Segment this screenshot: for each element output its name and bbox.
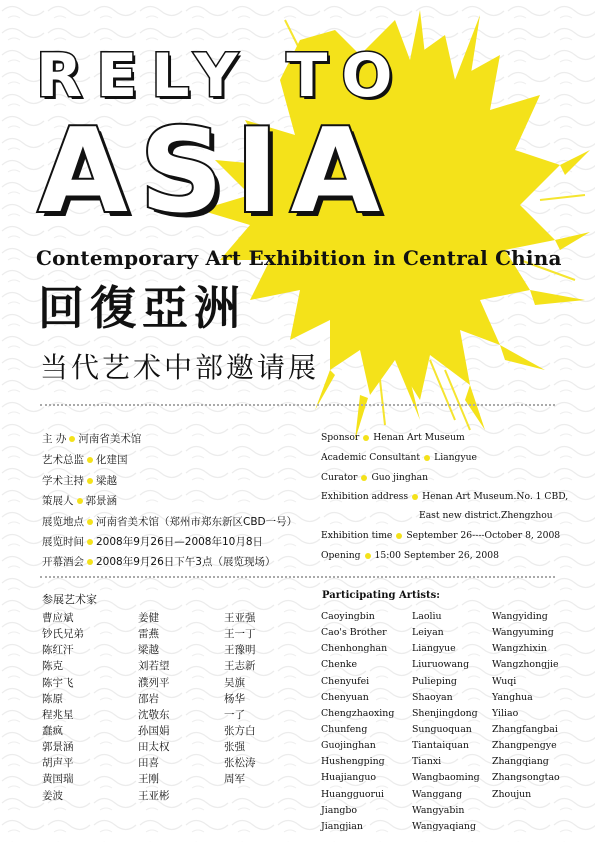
artist-name: Caoyingbin [321,611,375,622]
artist-name: Tianxi [412,756,442,768]
artist-name: 梁越 [138,644,159,657]
artist-name: Zhoujun [492,788,532,800]
artist-name: Zhangqiang [492,756,549,768]
artist-name: 曹应斌 [42,612,74,624]
artist-name: Zhangsongtao [492,772,560,784]
artist-name: Shaoyan [412,691,453,703]
artist-name: 王亚强 [224,612,256,624]
artists-heading-en: Participating Artists: [322,590,440,601]
artist-name: 张松涛 [224,757,256,770]
artist-name: Jiangbo [321,804,358,816]
artist-name: Wangyiding [492,611,548,622]
info-en-address: Exhibition address Henan Art Museum.No. 1 CBD, [321,491,569,502]
artist-name: Wangyaqiang [412,820,476,832]
artist-name: 王志新 [224,660,256,673]
artist-name: 陈克 [42,660,63,673]
title-chinese: 回復亞洲 [38,281,246,335]
artist-name: 王刚 [138,773,159,786]
info-cn-director: 艺术总监 化建国 [42,454,128,466]
artist-name: Wuqi [492,675,517,687]
artist-name: Leiyan [412,627,444,639]
artists-en-column-1 [321,609,394,835]
artist-name: 田太权 [138,741,170,754]
info-en-sponsor: Sponsor Henan Art Museum [321,432,465,443]
artist-name: 孙国娟 [138,724,170,737]
artist-name: 蠢疯 [42,724,63,737]
artist-name: 姜健 [138,612,159,624]
subtitle-chinese: 当代艺术中部邀请展 [40,351,320,384]
info-cn-curator: 策展人 郭景涵 [42,495,117,507]
artist-name: 刘若望 [138,660,170,673]
artist-name: Wangyabin [412,804,465,816]
artist-name: 陈宇飞 [42,676,74,689]
title-asia: ASIA [38,104,393,239]
artist-name: Wanggang [412,788,463,800]
artist-name: 周军 [224,773,245,786]
artist-name: Chenyufei [321,675,370,687]
info-cn-dates: 展览时间 2008年9月26日—2008年10月8日 [42,536,264,548]
artist-name: Huajianguo [321,772,377,784]
artist-name: 钞氏兄弟 [42,628,84,641]
artist-name: 张方白 [224,724,256,737]
artist-name: 胡声平 [42,757,74,770]
artist-name: 雷燕 [138,628,159,641]
artist-name: 郭景涵 [42,741,74,754]
artist-name: 杨华 [224,692,245,705]
info-en-address-line2: East new district.Zhengzhou [419,510,553,521]
artist-name: Zhangpengye [492,740,557,752]
artist-name: Tiantaiquan [412,740,469,752]
subtitle-english: Contemporary Art Exhibition in Central China [36,246,562,270]
artist-name: Chengzhaoxing [321,707,395,719]
artist-name: Liuruowang [412,659,470,671]
artist-name: 张强 [224,741,245,754]
artist-name: Wangyuming [492,627,554,639]
artist-name: Guojinghan [321,740,376,752]
artist-name: Pulieping [412,675,457,687]
artist-name: Chenhonghan [321,643,388,655]
artist-name: 王豫明 [224,644,256,657]
artists-heading-cn: 参展艺术家 [42,593,97,606]
artist-name: 濮列平 [138,676,170,689]
info-en-time: Exhibition time September 26----October 8, 2008 [321,530,561,541]
artist-name: Yanghua [492,691,533,703]
artist-name: Chenke [321,659,358,671]
artist-name: 田喜 [138,757,159,770]
artist-name: 沈敬东 [138,708,170,721]
artists-cn-column-2 [138,610,170,804]
artist-name: Liangyue [412,643,456,655]
artist-name: 王一丁 [224,628,256,641]
title-rely-to: RELY TO [36,41,407,111]
artist-name: Cao's Brother [321,627,387,639]
artist-name: Shenjingdong [412,707,478,719]
info-cn-opening: 开幕酒会 2008年9月26日下午3点（展览现场） [42,556,276,568]
info-cn-venue: 展览地点 河南省美术馆（郑州市郑东新区CBD一号） [42,516,298,528]
artist-name: 姜波 [42,789,63,802]
artist-name: Wangbaoming [412,772,480,784]
artist-name: 吴旗 [224,676,245,689]
artist-name: 陈原 [42,692,63,705]
artist-name: 程兆星 [42,708,74,721]
artist-name: Chenyuan [321,691,369,703]
info-cn-sponsor: 主 办 河南省美术馆 [42,433,142,445]
artist-name: Jiangjian [321,820,363,832]
info-en-curator: Curator Guo jinghan [321,472,429,483]
artist-name: Wangzhixin [492,643,547,655]
artist-name: Zhangfangbai [492,723,558,735]
artist-name: Hushengping [321,756,385,768]
artist-name: 王亚彬 [138,789,170,802]
artist-name: Huangguorui [321,788,385,800]
artist-name: 邵岩 [138,692,159,705]
divider-middle [40,576,555,578]
divider-top [40,404,555,406]
artist-name: Sunguoquan [412,723,472,735]
artist-name: 陈红汗 [42,644,74,657]
info-en-academic: Academic Consultant Liangyue [321,452,477,463]
artists-en-column-2 [412,609,480,835]
artist-name: Laoliu [412,611,442,622]
artists-cn-column-1 [42,610,84,804]
artist-name: Chunfeng [321,723,368,735]
artist-name: 一了 [224,708,245,721]
artists-cn-column-3 [224,610,256,788]
artist-name: 黄国瑞 [42,773,74,786]
info-en-opening: Opening 15:00 September 26, 2008 [321,550,499,561]
artists-en-column-3 [492,609,560,803]
artist-name: Wangzhongjie [492,659,559,671]
artist-name: Yiliao [492,707,519,719]
info-cn-academic: 学术主持 梁越 [42,475,117,487]
